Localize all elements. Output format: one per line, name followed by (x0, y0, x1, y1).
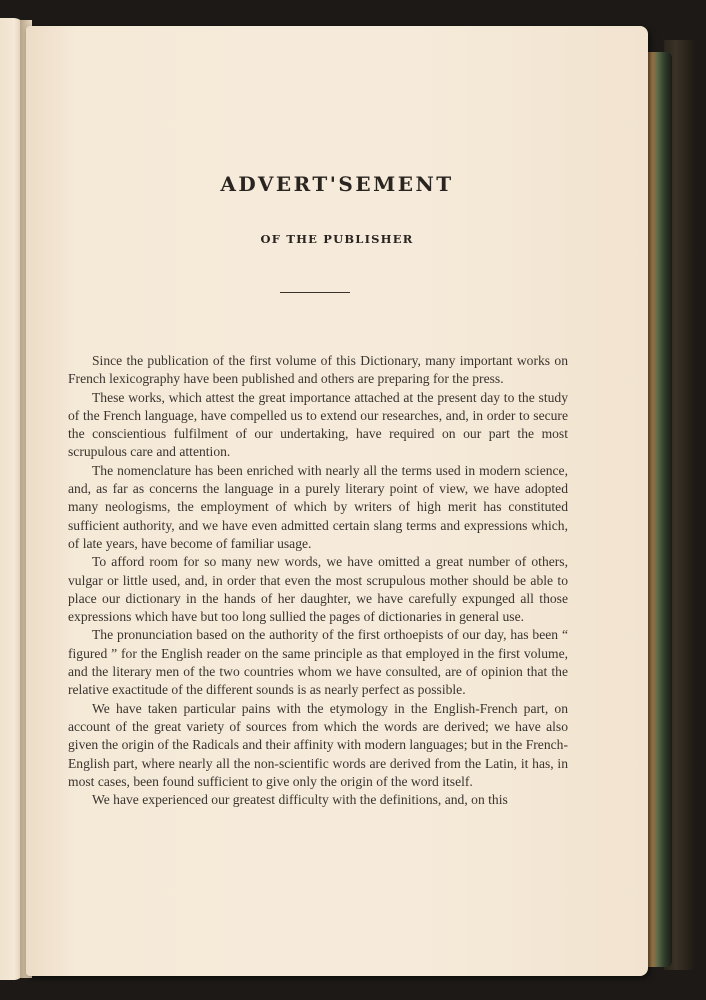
paragraph: Since the publication of the first volume of this Dictionary, many important works on French lexicography have been published and others are preparing for the press. (68, 353, 568, 387)
body-text (68, 352, 568, 809)
title-divider (280, 292, 350, 293)
page-subtitle: OF THE PUBLISHER (260, 232, 414, 246)
paragraph: These works, which attest the great importance attached at the present day to the study of the French language, have compelled us to extend our researches, and, in order to secure the conscientious fulfilment of our undertaking, have required on our part the most scrupulous care and attention. (68, 389, 568, 460)
page-title: ADVERT'SEMENT (220, 172, 454, 196)
paragraph: We have experienced our greatest difficulty with the definitions, and, on this (92, 792, 508, 808)
paragraph: To afford room for so many new words, we have omitted a great number of others, vulgar or little used, and, in order that even the most scrupulous mother should be able to place our dictionary in the hands of her daughter, we have carefully expunged all those expressions which have but too long sullied the pages of dictionaries in general use. (68, 554, 568, 625)
paragraph: The nomenclature has been enriched with nearly all the terms used in modern science, and, as far as concerns the language in a purely literary point of view, we have adopted many neologisms, the employment of which by writers of high merit has constituted sufficient authority, and we have even admitted certain slang terms and expressions which, of late years, have become of familiar usage. (68, 462, 568, 551)
book-page (26, 26, 648, 976)
paragraph: The pronunciation based on the authority of the first orthoepists of our day, has been “ figured ” for the English reader on the same principle as that employed in the first volume, and the literary men of the two countries whom we have consulted, are of opinion that the relative exactitude of the different sounds is as nearly perfect as possible. (68, 627, 568, 698)
paragraph: We have taken particular pains with the etymology in the English-French part, on account of the great variety of sources from which the words are derived; we have also given the origin of the Radicals and their affinity with modern languages; but in the French-English part, where nearly all the non-scientific words are derived from the Latin, it has, in most cases, been found sufficient to give only the origin of the word itself. (68, 700, 568, 789)
